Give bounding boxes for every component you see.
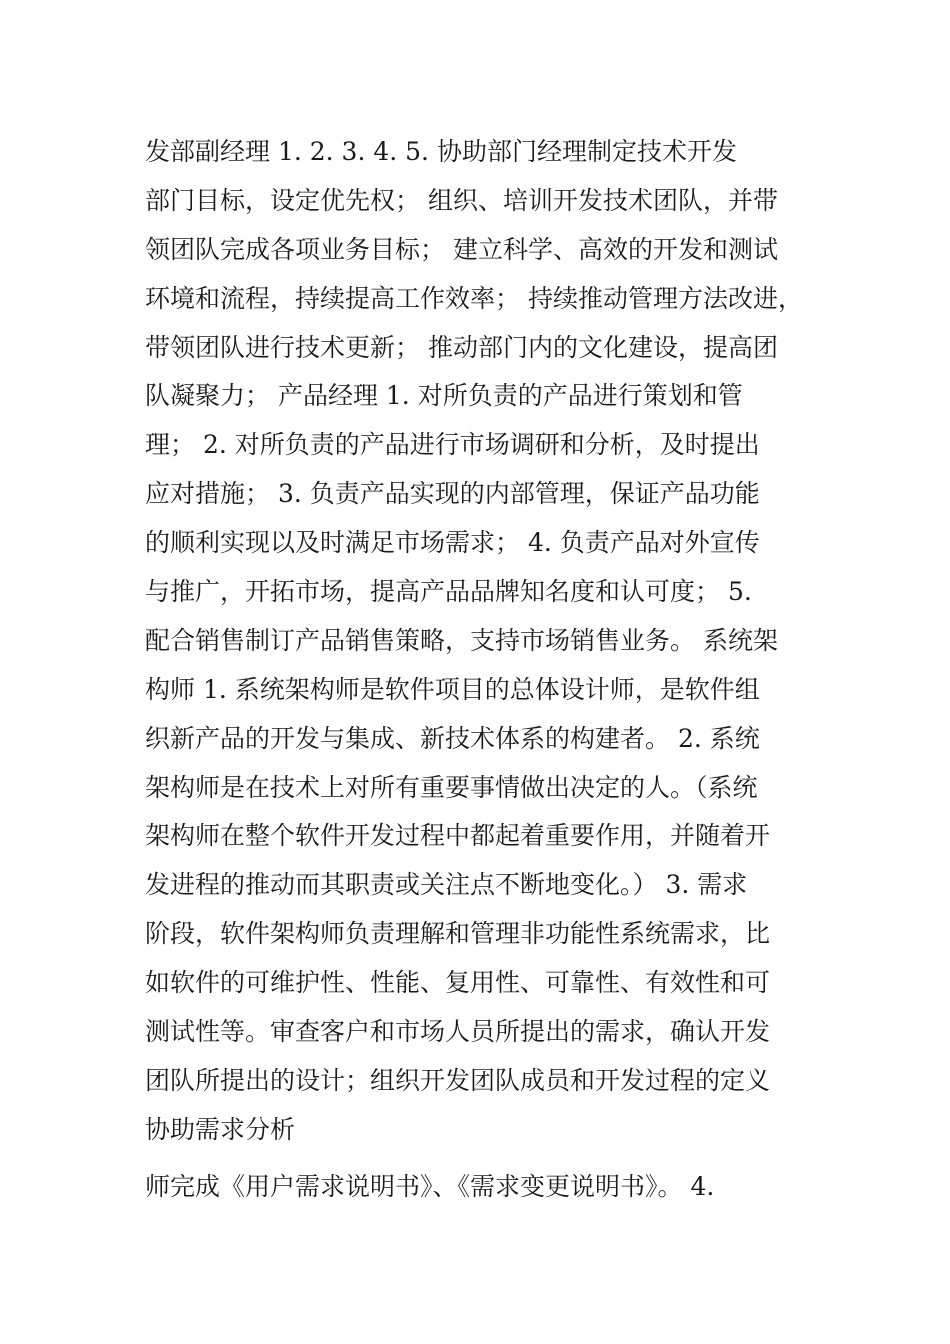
body-text bbox=[145, 128, 825, 1212]
text-line: 部门目标，设定优先权； 组织、培训开发技术团队，并带 bbox=[145, 185, 778, 215]
text-line: 协助需求分析 bbox=[145, 1114, 296, 1144]
text-line: 队凝聚力； 产品经理 1. 对所负责的产品进行策划和管 bbox=[145, 381, 743, 411]
text-line: 测试性等。审查客户和市场人员所提出的需求，确认开发 bbox=[145, 1017, 771, 1047]
text-line: 与推广，开拓市场，提高产品品牌知名度和认可度； 5. bbox=[145, 577, 752, 607]
text-line: 如软件的可维护性、性能、复用性、可靠性、有效性和可 bbox=[145, 968, 771, 998]
text-line: 织新产品的开发与集成、新技术体系的构建者。 2. 系统 bbox=[145, 723, 760, 753]
text-line: 环境和流程，持续提高工作效率； 持续推动管理方法改进， bbox=[145, 283, 803, 313]
text-line: 理； 2. 对所负责的产品进行市场调研和分析，及时提出 bbox=[145, 430, 760, 460]
text-line: 配合销售制订产品销售策略，支持市场销售业务。 系统架 bbox=[145, 625, 778, 655]
text-line: 领团队完成各项业务目标； 建立科学、高效的开发和测试 bbox=[145, 234, 778, 264]
text-line: 的顺利实现以及时满足市场需求； 4. 负责产品对外宣传 bbox=[145, 528, 760, 558]
continuation-line: 师完成《用户需求说明书》、《需求变更说明书》。 4. bbox=[145, 1171, 715, 1201]
text-line: 阶段，软件架构师负责理解和管理非功能性系统需求，比 bbox=[145, 919, 771, 949]
text-line: 团队所提出的设计；组织开发团队成员和开发过程的定义 bbox=[145, 1065, 771, 1095]
text-line: 构师 1. 系统架构师是软件项目的总体设计师，是软件组 bbox=[145, 674, 760, 704]
text-line: 发进程的推动而其职责或关注点不断地变化。） 3. 需求 bbox=[145, 870, 748, 900]
text-line: 发部副经理 1. 2. 3. 4. 5. 协助部门经理制定技术开发 bbox=[145, 137, 737, 166]
text-line: 架构师在整个软件开发过程中都起着重要作用，并随着开 bbox=[145, 821, 771, 851]
text-line: 带领团队进行技术更新； 推动部门内的文化建设，提高团 bbox=[145, 332, 778, 362]
text-line: 架构师是在技术上对所有重要事情做出决定的人。（系统 bbox=[145, 772, 758, 802]
text-line: 应对措施； 3. 负责产品实现的内部管理，保证产品功能 bbox=[145, 479, 760, 509]
